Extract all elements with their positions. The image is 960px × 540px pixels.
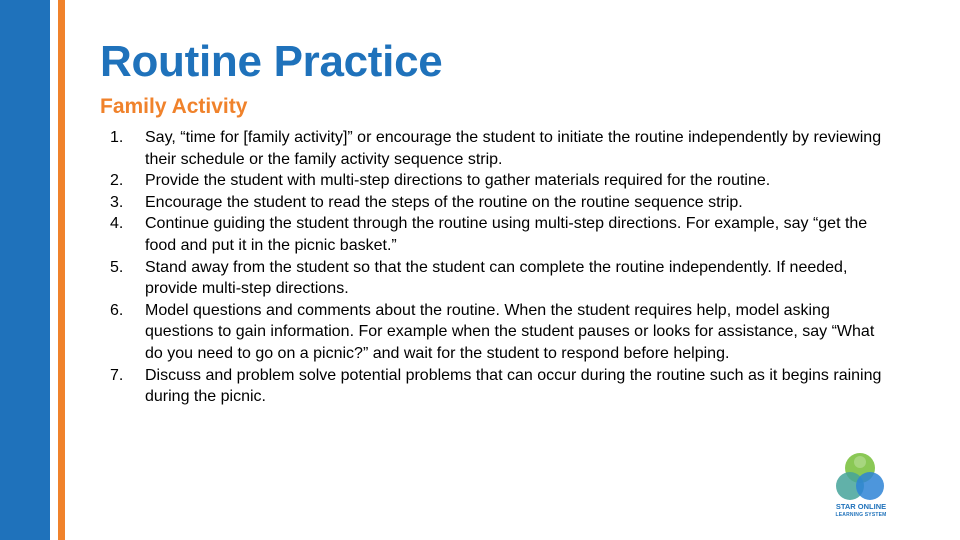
step-text: Say, “time for [family activity]” or encourage the student to initiate the routine independently by reviewing their schedule or the family activity sequence strip. [145, 129, 882, 168]
logo-line2: LEARNING SYSTEM [835, 512, 887, 518]
step-text: Stand away from the student so that the student can complete the routine independently. If needed, provide multi-step directions. [145, 258, 848, 298]
logo-line1: STAR ONLINE [835, 502, 887, 511]
slide-title: Routine Practice [100, 37, 443, 86]
step-text: Encourage the student to read the steps of the routine on the routine sequence strip. [145, 193, 743, 211]
step-number: 3. [110, 193, 124, 211]
step-number: 5. [110, 258, 124, 276]
step-text: Continue guiding the student through the routine using multi-step directions. For example, say “get the food and put it in the picnic basket.” [145, 215, 868, 254]
logo-wordmark [816, 503, 906, 519]
steps-list [100, 127, 890, 408]
step-item [100, 213, 890, 256]
step-item [100, 127, 890, 170]
step-text: Provide the student with multi-step directions to gather materials required for the routine. [145, 172, 771, 190]
step-text: Model questions and comments about the routine. When the student requires help, model asking questions to gain information. For example when the student pauses or looks for assistance, say “What do you need to go on a picnic?” and wait for the student to respond before helping. [145, 301, 875, 362]
step-number: 1. [110, 129, 124, 146]
step-item [100, 257, 890, 300]
left-orange-bar [58, 0, 65, 540]
step-item [100, 170, 890, 192]
step-number: 4. [110, 215, 124, 233]
step-item [100, 192, 890, 214]
step-number: 6. [110, 301, 124, 319]
step-text: Discuss and problem solve potential problems that can occur during the routine such as it begins raining during the picnic. [145, 366, 882, 406]
slide-subtitle: Family Activity [100, 95, 248, 118]
logo-highlight [854, 456, 866, 468]
step-item [100, 300, 890, 365]
step-number: 2. [110, 172, 124, 190]
logo-blue-circle [856, 472, 884, 500]
step-number: 7. [110, 366, 124, 384]
step-item [100, 365, 890, 408]
left-blue-bar [0, 0, 50, 540]
